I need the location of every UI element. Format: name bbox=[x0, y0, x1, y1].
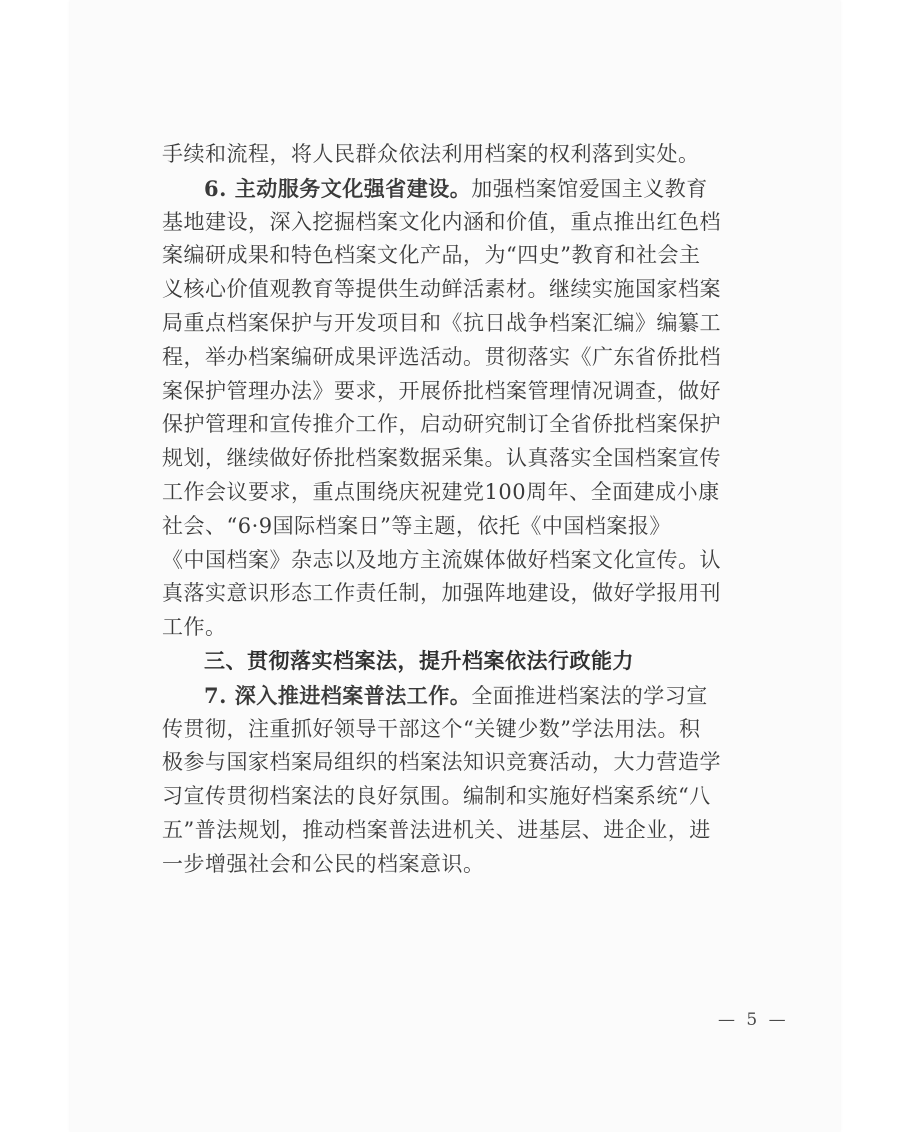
line-text: 案编研成果和特色档案文化产品，为“四史”教育和社会主 bbox=[162, 243, 701, 268]
section-lead: 7. 深入推进档案普法工作。 bbox=[204, 682, 472, 708]
line-text: 工作会议要求，重点围绕庆祝建党100周年、全面建成小康 bbox=[162, 479, 720, 504]
line-text: 加强档案馆爱国主义教育 bbox=[471, 176, 708, 201]
line-text: 程，举办档案编研成果评选活动。贯彻落实《广东省侨批档 bbox=[162, 344, 721, 369]
paragraph-line bbox=[162, 510, 762, 544]
paragraph-line bbox=[162, 746, 762, 780]
paragraph-line bbox=[162, 375, 762, 409]
paragraph-line bbox=[162, 611, 762, 645]
paragraph-line bbox=[162, 273, 762, 307]
line-text: 极参与国家档案局组织的档案法知识竞赛活动，大力营造学 bbox=[162, 750, 721, 775]
paragraph-line bbox=[162, 679, 762, 713]
paragraph-line bbox=[162, 138, 762, 172]
section-lead: 6. 主动服务文化强省建设。 bbox=[204, 175, 472, 201]
paragraph-line bbox=[162, 172, 762, 206]
paragraph-line bbox=[162, 476, 762, 510]
paragraph-line bbox=[162, 848, 762, 882]
page-number: — 5 — bbox=[718, 1010, 789, 1030]
line-text: 规划，继续做好侨批档案数据采集。认真落实全国档案宣传 bbox=[162, 446, 721, 471]
heading-text: 三、贯彻落实档案法，提升档案依法行政能力 bbox=[204, 648, 634, 673]
paragraph-line bbox=[162, 239, 762, 273]
line-text: 手续和流程，将人民群众依法利用档案的权利落到实处。 bbox=[162, 142, 700, 166]
paragraph-line bbox=[162, 814, 762, 848]
line-text: 社会、“6·9国际档案日”等主题，依托《中国档案报》 bbox=[162, 513, 671, 538]
paragraph-line bbox=[162, 577, 762, 611]
line-text: 基地建设，深入挖掘档案文化内涵和价值，重点推出红色档 bbox=[162, 209, 721, 234]
line-text: 习宣传贯彻档案法的良好氛围。编制和实施好档案系统“八 bbox=[162, 784, 711, 809]
line-text: 保护管理和宣传推介工作，启动研究制订全省侨批档案保护 bbox=[162, 412, 721, 437]
line-text: 真落实意识形态工作责任制，加强阵地建设，做好学报用刊 bbox=[162, 581, 721, 606]
paragraph-line bbox=[162, 307, 762, 341]
paragraph-line bbox=[162, 713, 762, 747]
paragraph-line bbox=[162, 341, 762, 375]
paragraph-line bbox=[162, 442, 762, 476]
line-text: 五”普法规划，推动档案普法进机关、进基层、进企业，进 bbox=[162, 817, 711, 842]
paragraph-line bbox=[162, 408, 762, 442]
line-text: 《中国档案》杂志以及地方主流媒体做好档案文化宣传。认 bbox=[162, 547, 721, 572]
line-text: 案保护管理办法》要求，开展侨批档案管理情况调查，做好 bbox=[162, 378, 721, 403]
line-text: 一步增强社会和公民的档案意识。 bbox=[162, 851, 485, 876]
line-text: 工作。 bbox=[162, 615, 227, 640]
line-text: 传贯彻，注重抓好领导干部这个“关键少数”学法用法。积 bbox=[162, 716, 701, 741]
section-heading bbox=[162, 645, 762, 679]
document-body bbox=[162, 138, 762, 882]
paragraph-line bbox=[162, 206, 762, 240]
paragraph-line bbox=[162, 544, 762, 578]
paragraph-line bbox=[162, 780, 762, 814]
line-text: 全面推进档案法的学习宣 bbox=[471, 683, 708, 708]
line-text: 义核心价值观教育等提供生动鲜活素材。继续实施国家档案 bbox=[162, 277, 721, 302]
line-text: 局重点档案保护与开发项目和《抗日战争档案汇编》编纂工 bbox=[162, 310, 721, 335]
